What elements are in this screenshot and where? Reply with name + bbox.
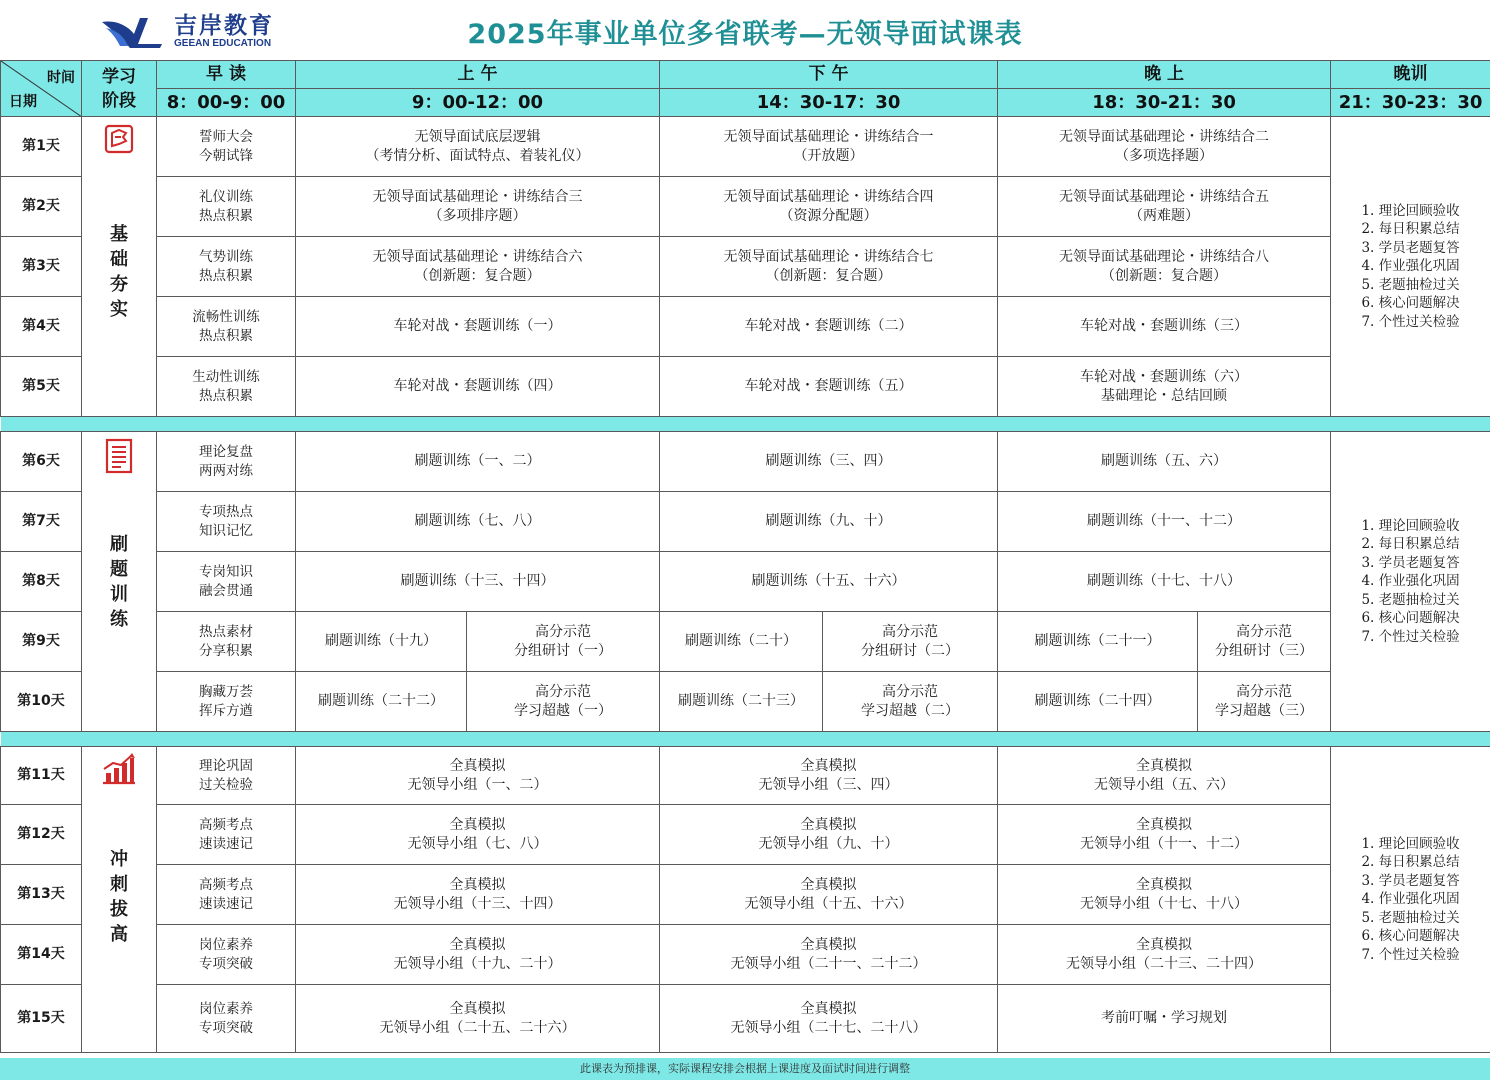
early-reading-cell-line: 知识记忆: [199, 522, 253, 539]
evening-cell: [998, 805, 1331, 865]
morning-cell-line: 无领导小组（二十五、二十六）: [379, 1019, 576, 1036]
morning-cell: [296, 357, 660, 417]
afternoon-cell: [660, 552, 998, 612]
early-reading-cell: [157, 865, 296, 925]
morning-cell: [296, 805, 660, 865]
day-label: [1, 552, 82, 612]
morning-cell: [296, 552, 660, 612]
day-label-line: 第5天: [22, 378, 60, 394]
growth-chart-icon: [82, 747, 156, 791]
evening-cell-line: 考前叮嘱・学习规划: [1101, 1010, 1228, 1026]
evening-cell: [998, 357, 1331, 417]
night-training-item: 1. 理论回顾验收: [1361, 202, 1460, 219]
early-reading-cell-line: 热点积累: [199, 327, 253, 344]
early-reading-cell-line: 理论复盘: [199, 443, 253, 460]
page-header: [0, 0, 1490, 61]
afternoon-cell-line: 全真模拟: [800, 757, 857, 774]
early-reading-cell-line: 礼仪训练: [199, 188, 253, 205]
early-reading-cell: [157, 747, 296, 805]
stage-cell: [82, 432, 157, 732]
evening-cell-b-line: 高分示范: [1236, 683, 1293, 700]
evening-cell-line: 无领导小组（十七、十八）: [1080, 895, 1249, 912]
stage-name: 刷题训练: [110, 534, 128, 630]
afternoon-cell: [660, 432, 998, 492]
day-label: [1, 237, 82, 297]
morning-cell-line: 全真模拟: [449, 757, 506, 774]
night-training-item: 4. 作业强化巩固: [1361, 573, 1460, 590]
morning-cell-line: 全真模拟: [449, 1000, 506, 1017]
stage-header: 学习阶段: [82, 61, 157, 117]
morning-cell-line: 无领导面试底层逻辑: [414, 128, 541, 145]
early-reading-cell-line: 专岗知识: [199, 563, 253, 580]
day-label-line: 第2天: [22, 198, 60, 214]
early-reading-cell-line: 胸藏万荟: [199, 683, 253, 700]
day-label: [1, 357, 82, 417]
day-label: [1, 492, 82, 552]
early-reading-cell-line: 誓师大会: [199, 128, 253, 145]
day-label: [1, 612, 82, 672]
morning-cell-a: [296, 612, 467, 672]
night-training-cell: [1331, 432, 1490, 732]
afternoon-cell-line: （创新题：复合题）: [765, 267, 892, 284]
morning-cell-line: 刷题训练（一、二）: [414, 453, 541, 469]
night-training-item: 5. 老题抽检过关: [1361, 591, 1460, 608]
night-training-item: 1. 理论回顾验收: [1361, 835, 1460, 852]
day-label-line: 第8天: [22, 573, 60, 589]
early-reading-cell: [157, 357, 296, 417]
morning-cell-b-line: 学习超越（一）: [514, 702, 612, 719]
evening-cell-line: 无领导小组（二十三、二十四）: [1066, 955, 1263, 972]
evening-cell-line: 无领导面试基础理论・讲练结合五: [1059, 188, 1270, 205]
early-reading-cell-line: 融会贯通: [199, 582, 253, 599]
corner-header: [1, 61, 82, 117]
day-label: [1, 865, 82, 925]
afternoon-cell-line: 无领导小组（十五、十六）: [744, 895, 913, 912]
early-reading-cell-line: 专项突破: [199, 1019, 253, 1036]
early-reading-cell: [157, 985, 296, 1053]
morning-cell-line: 刷题训练（十三、十四）: [400, 573, 555, 589]
afternoon-cell-line: 无领导面试基础理论・讲练结合四: [723, 188, 934, 205]
morning-cell-line: （多项排序题）: [428, 207, 527, 224]
early-reading-cell-line: 过关检验: [199, 776, 253, 793]
morning-cell-b-line: 高分示范: [535, 623, 591, 640]
morning-cell: [296, 432, 660, 492]
evening-cell-line: 全真模拟: [1136, 876, 1193, 893]
day-label-line: 第14天: [17, 946, 65, 962]
morning-cell-b: [467, 612, 660, 672]
afternoon-cell-line: 刷题训练（九、十）: [765, 513, 892, 529]
night-training-list: [1361, 517, 1459, 647]
section-divider: [1, 732, 1490, 747]
early-reading-cell: [157, 237, 296, 297]
afternoon-cell-line: 无领导小组（三、四）: [758, 776, 899, 793]
early-reading-cell-line: 速读速记: [199, 895, 253, 912]
afternoon-cell-line: 全真模拟: [800, 816, 857, 833]
early-reading-cell-line: 专项突破: [199, 955, 253, 972]
evening-time: 18：30-21：30: [998, 89, 1331, 117]
early-reading-cell: [157, 117, 296, 177]
night-training-cell: [1331, 747, 1490, 1053]
early-reading-cell: [157, 672, 296, 732]
afternoon-cell-line: 无领导小组（二十一、二十二）: [730, 955, 927, 972]
table-row: [1, 672, 1490, 732]
afternoon-cell-line: 无领导小组（九、十）: [758, 835, 899, 852]
evening-cell: [998, 117, 1331, 177]
early-reading-cell-line: 热点积累: [199, 267, 253, 284]
night-training-item: 7. 个性过关检验: [1361, 313, 1460, 330]
afternoon-cell-line: 无领导面试基础理论・讲练结合一: [723, 128, 934, 145]
morning-cell: [296, 177, 660, 237]
morning-cell: [296, 492, 660, 552]
afternoon-cell: [660, 357, 998, 417]
page-title: 2025年事业单位多省联考—无领导面试课表: [467, 19, 1023, 50]
early-reading-cell-line: 生动性训练: [192, 368, 260, 385]
early-reading-cell: [157, 612, 296, 672]
section-divider: [1, 417, 1490, 432]
early-reading-cell: [157, 805, 296, 865]
night-training-item: 3. 学员老题复答: [1361, 872, 1460, 889]
afternoon-cell-a: [660, 672, 823, 732]
morning-cell: [296, 747, 660, 805]
evening-cell-b-line: 高分示范: [1236, 623, 1293, 640]
evening-cell: [998, 985, 1331, 1053]
afternoon-cell-line: 刷题训练（十五、十六）: [751, 573, 906, 589]
night-training-item: 6. 核心问题解决: [1361, 610, 1460, 627]
day-label-line: 第4天: [22, 318, 60, 334]
early-reading-cell: [157, 297, 296, 357]
day-label: [1, 117, 82, 177]
afternoon-cell: [660, 747, 998, 805]
afternoon-cell-a-line: 刷题训练（二十三）: [678, 693, 805, 709]
afternoon-cell-line: （开放题）: [793, 147, 864, 164]
evening-cell-b: [1198, 672, 1331, 732]
afternoon-cell-a-line: 刷题训练（二十）: [685, 633, 798, 649]
afternoon-cell: [660, 805, 998, 865]
evening-cell-line: 无领导小组（五、六）: [1094, 776, 1235, 793]
morning-cell-line: 无领导小组（一、二）: [407, 776, 548, 793]
evening-cell-line: 刷题训练（五、六）: [1101, 453, 1228, 469]
early-reading-cell: [157, 177, 296, 237]
evening-cell-line: （多项选择题）: [1115, 147, 1214, 164]
evening-cell: [998, 747, 1331, 805]
afternoon-cell: [660, 925, 998, 985]
early-header: 早 读: [157, 61, 296, 89]
afternoon-cell: [660, 117, 998, 177]
table-row: [1, 552, 1490, 612]
afternoon-cell-b-line: 高分示范: [882, 683, 939, 700]
night-training-item: 3. 学员老题复答: [1361, 554, 1460, 571]
evening-cell-line: （两难题）: [1129, 207, 1200, 224]
table-row: [1, 985, 1490, 1053]
morning-cell: [296, 865, 660, 925]
night-training-item: 6. 核心问题解决: [1361, 928, 1460, 945]
morning-cell: [296, 297, 660, 357]
corner-date-label: 日期: [9, 94, 37, 110]
early-reading-cell-line: 岗位素养: [199, 936, 253, 953]
evening-cell-b-line: 分组研讨（三）: [1215, 642, 1314, 659]
evening-cell-a: [998, 672, 1198, 732]
evening-cell-b-line: 学习超越（三）: [1215, 702, 1314, 719]
evening-cell-line: 刷题训练（十七、十八）: [1087, 573, 1242, 589]
table-row: [1, 925, 1490, 985]
early-reading-cell-line: 专项热点: [199, 503, 253, 520]
morning-cell-a-line: 刷题训练（二十二）: [318, 693, 444, 709]
afternoon-cell-b-line: 分组研讨（二）: [861, 642, 960, 659]
morning-cell: [296, 925, 660, 985]
evening-cell: [998, 865, 1331, 925]
night-training-list: [1361, 202, 1459, 332]
evening-cell-line: 全真模拟: [1136, 757, 1193, 774]
day-label-line: 第1天: [22, 138, 60, 154]
stage-name: 冲刺拔高: [110, 849, 128, 945]
night-training-item: 7. 个性过关检验: [1361, 946, 1460, 963]
morning-cell-line: 无领导面试基础理论・讲练结合三: [372, 188, 583, 205]
early-reading-cell-line: 热点积累: [199, 207, 253, 224]
afternoon-cell: [660, 237, 998, 297]
day-label: [1, 747, 82, 805]
day-label-line: 第10天: [17, 693, 65, 709]
afternoon-cell-line: 车轮对战・套题训练（二）: [744, 318, 913, 334]
stage-cell: [82, 117, 157, 417]
day-label-line: 第12天: [17, 826, 65, 842]
table-row: [1, 357, 1490, 417]
night-training-item: 2. 每日积累总结: [1361, 854, 1460, 871]
afternoon-cell-line: 全真模拟: [800, 1000, 857, 1017]
table-row: [1, 117, 1490, 177]
table-row: [1, 492, 1490, 552]
morning-cell-b: [467, 672, 660, 732]
day-label-line: 第3天: [22, 258, 60, 274]
evening-cell-a-line: 刷题训练（二十四）: [1034, 693, 1161, 709]
morning-cell-line: 全真模拟: [449, 816, 506, 833]
early-reading-cell-line: 热点素材: [199, 623, 253, 640]
day-label: [1, 805, 82, 865]
day-label: [1, 177, 82, 237]
morning-time: 9：00-12：00: [296, 89, 660, 117]
night-training-cell: [1331, 117, 1490, 417]
logo-chinese: 吉岸教育: [174, 13, 274, 39]
morning-cell-b-line: 高分示范: [535, 683, 591, 700]
early-reading-cell-line: 岗位素养: [199, 1000, 253, 1017]
evening-cell-line: 全真模拟: [1136, 816, 1193, 833]
table-row: [1, 237, 1490, 297]
early-reading-cell-line: 今朝试锋: [199, 147, 253, 164]
morning-header: 上 午: [296, 61, 660, 89]
early-reading-cell-line: 速读速记: [199, 835, 253, 852]
evening-cell-line: 车轮对战・套题训练（三）: [1080, 318, 1249, 334]
evening-cell: [998, 925, 1331, 985]
morning-cell-line: 车轮对战・套题训练（四）: [393, 378, 562, 394]
day-label-line: 第15天: [17, 1010, 65, 1026]
night-training-list: [1361, 835, 1459, 965]
afternoon-cell: [660, 865, 998, 925]
morning-cell-line: 无领导小组（七、八）: [407, 835, 548, 852]
corner-time-label: 时间: [47, 70, 75, 86]
early-reading-cell-line: 挥斥方遒: [199, 702, 253, 719]
evening-cell-line: 无领导面试基础理论・讲练结合二: [1059, 128, 1270, 145]
evening-cell: [998, 492, 1331, 552]
afternoon-cell-line: 全真模拟: [800, 936, 857, 953]
afternoon-cell-line: 无领导小组（二十七、二十八）: [730, 1019, 927, 1036]
evening-cell-line: 无领导小组（十一、十二）: [1080, 835, 1249, 852]
afternoon-cell: [660, 492, 998, 552]
night-training-item: 4. 作业强化巩固: [1361, 258, 1460, 275]
morning-cell-a-line: 刷题训练（十九）: [325, 633, 437, 649]
afternoon-cell: [660, 297, 998, 357]
day-label-line: 第6天: [22, 453, 60, 469]
evening-cell-line: 基础理论・总结回顾: [1101, 387, 1228, 404]
afternoon-cell-b-line: 高分示范: [882, 623, 939, 640]
document-icon: [82, 432, 156, 480]
early-reading-cell-line: 高频考点: [199, 876, 253, 893]
afternoon-cell: [660, 177, 998, 237]
night-training-item: 5. 老题抽检过关: [1361, 909, 1460, 926]
table-row: [1, 747, 1490, 805]
evening-cell-a: [998, 612, 1198, 672]
evening-cell: [998, 297, 1331, 357]
morning-cell-line: 刷题训练（七、八）: [414, 513, 541, 529]
day-label: [1, 985, 82, 1053]
afternoon-cell-b: [823, 612, 998, 672]
early-reading-cell: [157, 925, 296, 985]
stamp-icon: [82, 117, 156, 161]
night-training-item: 4. 作业强化巩固: [1361, 891, 1460, 908]
afternoon-cell-line: 无领导面试基础理论・讲练结合七: [723, 248, 934, 265]
evening-cell-a-line: 刷题训练（二十一）: [1034, 633, 1161, 649]
evening-cell-line: 车轮对战・套题训练（六）: [1080, 368, 1249, 385]
morning-cell-line: （创新题：复合题）: [414, 267, 541, 284]
night-training-item: 7. 个性过关检验: [1361, 628, 1460, 645]
day-label: [1, 297, 82, 357]
table-row: [1, 177, 1490, 237]
early-reading-cell-line: 分享积累: [199, 642, 253, 659]
afternoon-cell-a: [660, 612, 823, 672]
afternoon-cell-line: 车轮对战・套题训练（五）: [744, 378, 913, 394]
night-training-item: 3. 学员老题复答: [1361, 239, 1460, 256]
day-label: [1, 672, 82, 732]
logo-english: GEEAN EDUCATION: [174, 38, 272, 49]
morning-cell-line: 车轮对战・套题训练（一）: [393, 318, 562, 334]
evening-header: 晚 上: [998, 61, 1331, 89]
evening-cell-b: [1198, 612, 1331, 672]
footer-note: 此课表为预排课，实际课程安排会根据上课进度及面试时间进行调整: [0, 1058, 1490, 1080]
day-label-line: 第13天: [17, 886, 65, 902]
stage-cell: [82, 747, 157, 1053]
early-reading-cell: [157, 432, 296, 492]
night-header: 晚训: [1331, 61, 1490, 89]
night-training-item: 5. 老题抽检过关: [1361, 276, 1460, 293]
night-training-item: 2. 每日积累总结: [1361, 536, 1460, 553]
afternoon-cell-b: [823, 672, 998, 732]
early-reading-cell-line: 理论巩固: [199, 757, 253, 774]
morning-cell-a: [296, 672, 467, 732]
afternoon-cell: [660, 985, 998, 1053]
table-row: [1, 432, 1490, 492]
evening-cell: [998, 432, 1331, 492]
day-label-line: 第7天: [22, 513, 60, 529]
evening-cell-line: （创新题：复合题）: [1101, 267, 1228, 284]
evening-cell: [998, 177, 1331, 237]
morning-cell: [296, 985, 660, 1053]
evening-cell-line: 刷题训练（十一、十二）: [1087, 513, 1242, 529]
night-time: 21：30-23：30: [1331, 89, 1490, 117]
evening-cell: [998, 237, 1331, 297]
stage-name: 基础夯实: [110, 224, 128, 320]
table-row: [1, 805, 1490, 865]
morning-cell-line: （考情分析、面试特点、着装礼仪）: [365, 147, 590, 164]
evening-cell-line: 全真模拟: [1136, 936, 1193, 953]
morning-cell: [296, 117, 660, 177]
day-label: [1, 432, 82, 492]
day-label-line: 第11天: [17, 767, 65, 783]
early-reading-cell-line: 流畅性训练: [192, 308, 260, 325]
table-row: [1, 612, 1490, 672]
afternoon-cell-line: 全真模拟: [800, 876, 857, 893]
morning-cell-line: 无领导小组（十九、二十）: [393, 955, 562, 972]
schedule-table: [0, 60, 1490, 1053]
afternoon-time: 14：30-17：30: [660, 89, 998, 117]
morning-cell-line: 全真模拟: [449, 936, 506, 953]
night-training-item: 2. 每日积累总结: [1361, 221, 1460, 238]
afternoon-header: 下 午: [660, 61, 998, 89]
table-row: [1, 297, 1490, 357]
morning-cell-line: 无领导面试基础理论・讲练结合六: [372, 248, 583, 265]
evening-cell: [998, 552, 1331, 612]
afternoon-cell-line: 刷题训练（三、四）: [765, 453, 892, 469]
night-training-item: 6. 核心问题解决: [1361, 295, 1460, 312]
early-reading-cell-line: 高频考点: [199, 816, 253, 833]
early-reading-cell-line: 气势训练: [199, 248, 253, 265]
morning-cell-line: 全真模拟: [449, 876, 506, 893]
day-label: [1, 925, 82, 985]
early-reading-cell: [157, 492, 296, 552]
early-reading-cell-line: 两两对练: [199, 462, 253, 479]
morning-cell-line: 无领导小组（十三、十四）: [393, 895, 562, 912]
night-training-item: 1. 理论回顾验收: [1361, 517, 1460, 534]
day-label-line: 第9天: [22, 633, 60, 649]
table-row: [1, 865, 1490, 925]
early-reading-cell: [157, 552, 296, 612]
morning-cell: [296, 237, 660, 297]
evening-cell-line: 无领导面试基础理论・讲练结合八: [1059, 248, 1270, 265]
morning-cell-b-line: 分组研讨（一）: [514, 642, 612, 659]
afternoon-cell-b-line: 学习超越（二）: [861, 702, 960, 719]
afternoon-cell-line: （资源分配题）: [779, 207, 878, 224]
early-reading-cell-line: 热点积累: [199, 387, 253, 404]
early-time: 8：00-9：00: [157, 89, 296, 117]
